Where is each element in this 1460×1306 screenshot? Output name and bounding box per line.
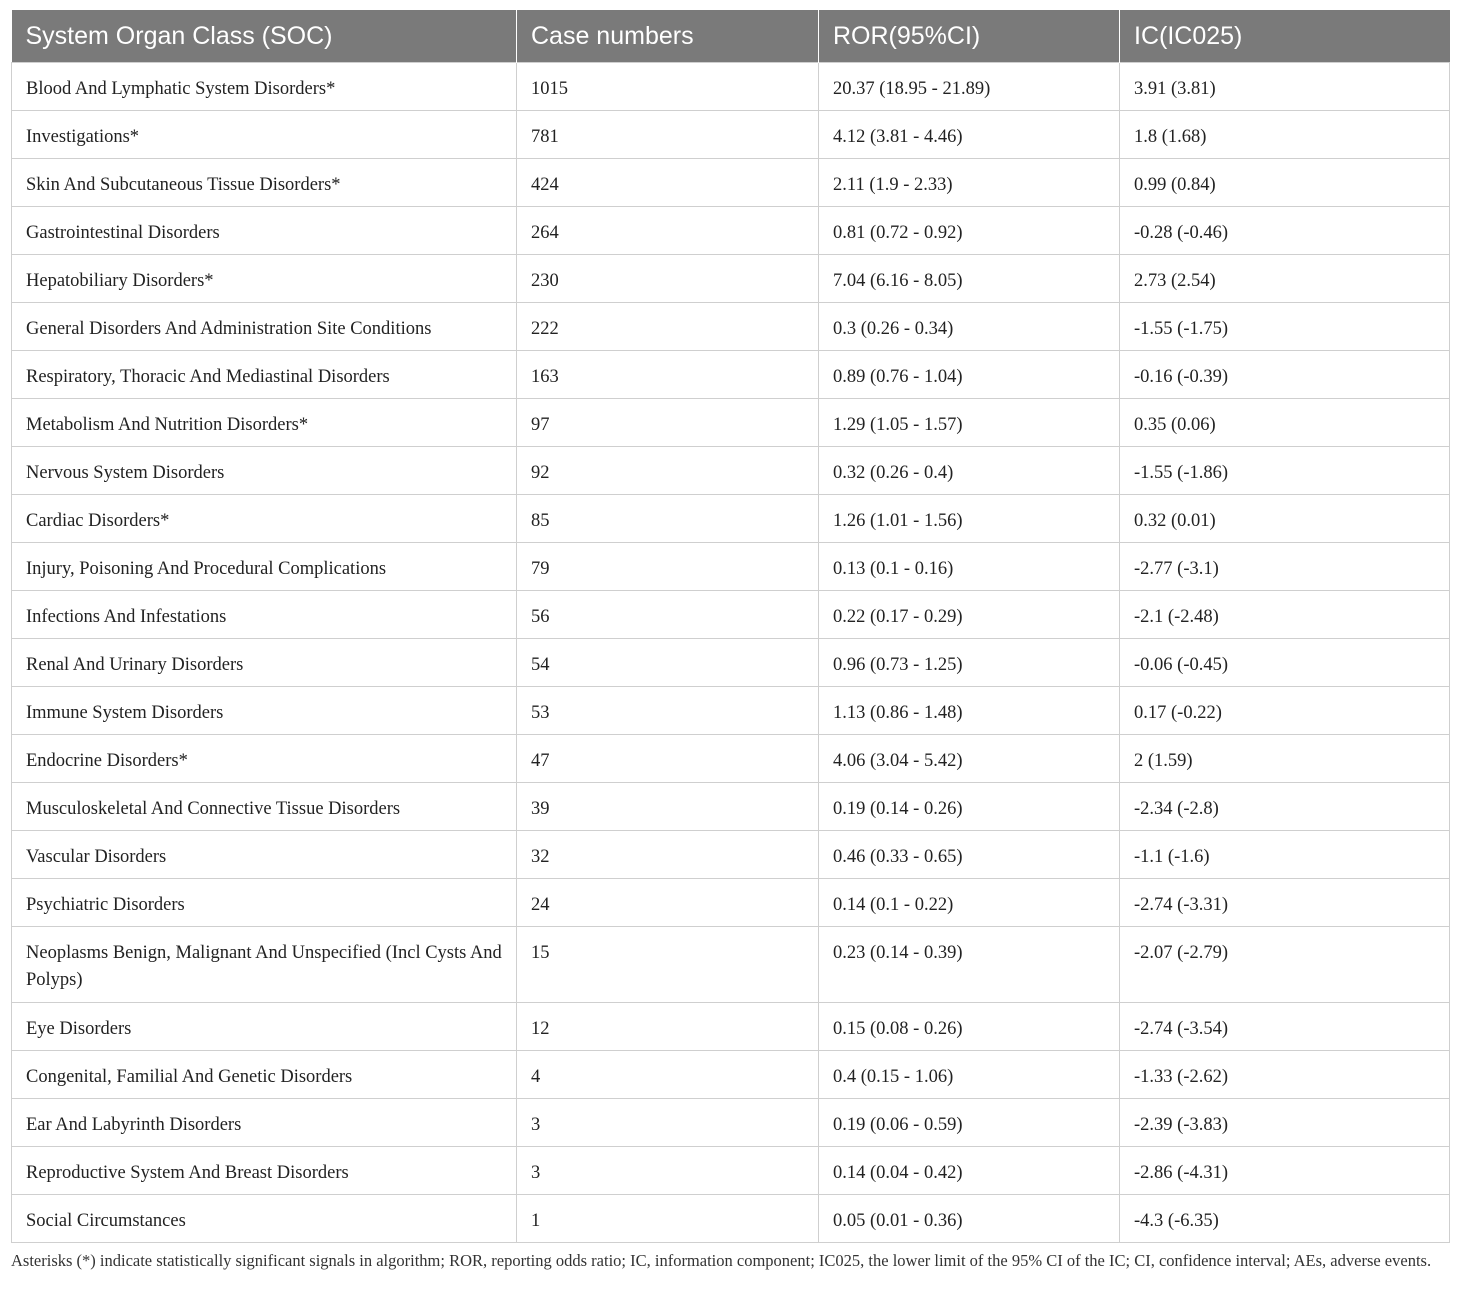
cell-cases: 24	[517, 879, 819, 927]
cell-ror: 0.23 (0.14 - 0.39)	[819, 927, 1120, 1003]
table-row	[12, 255, 1450, 303]
cell-soc: Reproductive System And Breast Disorders	[12, 1147, 517, 1195]
cell-cases: 47	[517, 735, 819, 783]
table-footnote: Asterisks (*) indicate statistically significant signals in algorithm; ROR, reporting odds ratio; IC, information component; IC025, the lower limit of the 95% CI of the IC; CI, confidence interval; AEs, adverse events.	[11, 1251, 1432, 1270]
cell-cases: 53	[517, 687, 819, 735]
cell-ic: -0.06 (-0.45)	[1120, 639, 1450, 687]
table-row	[12, 351, 1450, 399]
cell-ror: 0.81 (0.72 - 0.92)	[819, 207, 1120, 255]
cell-soc: Respiratory, Thoracic And Mediastinal Disorders	[12, 351, 517, 399]
cell-ic: -4.3 (-6.35)	[1120, 1195, 1450, 1243]
cell-ror: 1.26 (1.01 - 1.56)	[819, 495, 1120, 543]
table-row	[12, 543, 1450, 591]
cell-ror: 0.14 (0.04 - 0.42)	[819, 1147, 1120, 1195]
cell-ror: 0.13 (0.1 - 0.16)	[819, 543, 1120, 591]
table-row	[12, 447, 1450, 495]
cell-cases: 1015	[517, 63, 819, 111]
soc-table-container	[11, 10, 1449, 1243]
cell-soc: Social Circumstances	[12, 1195, 517, 1243]
header-case-numbers: Case numbers	[517, 10, 819, 63]
cell-ror: 7.04 (6.16 - 8.05)	[819, 255, 1120, 303]
table-row	[12, 207, 1450, 255]
cell-soc: Cardiac Disorders*	[12, 495, 517, 543]
table-row	[12, 303, 1450, 351]
cell-soc: Infections And Infestations	[12, 591, 517, 639]
header-ic: IC(IC025)	[1120, 10, 1450, 63]
cell-cases: 3	[517, 1099, 819, 1147]
cell-cases: 264	[517, 207, 819, 255]
table-row	[12, 591, 1450, 639]
cell-ror: 0.14 (0.1 - 0.22)	[819, 879, 1120, 927]
table-row	[12, 63, 1450, 111]
cell-ic: -1.55 (-1.86)	[1120, 447, 1450, 495]
cell-ror: 0.15 (0.08 - 0.26)	[819, 1003, 1120, 1051]
cell-cases: 424	[517, 159, 819, 207]
cell-soc: Psychiatric Disorders	[12, 879, 517, 927]
table-row	[12, 927, 1450, 1003]
cell-ic: 0.32 (0.01)	[1120, 495, 1450, 543]
cell-soc: Gastrointestinal Disorders	[12, 207, 517, 255]
cell-cases: 222	[517, 303, 819, 351]
cell-soc: Endocrine Disorders*	[12, 735, 517, 783]
cell-ror: 0.05 (0.01 - 0.36)	[819, 1195, 1120, 1243]
header-ror: ROR(95%CI)	[819, 10, 1120, 63]
cell-ror: 1.13 (0.86 - 1.48)	[819, 687, 1120, 735]
cell-cases: 4	[517, 1051, 819, 1099]
cell-ic: -0.16 (-0.39)	[1120, 351, 1450, 399]
cell-ic: -2.74 (-3.31)	[1120, 879, 1450, 927]
cell-soc: Injury, Poisoning And Procedural Complications	[12, 543, 517, 591]
cell-cases: 781	[517, 111, 819, 159]
cell-soc: Vascular Disorders	[12, 831, 517, 879]
cell-soc: Eye Disorders	[12, 1003, 517, 1051]
table-header	[12, 10, 1450, 63]
cell-ror: 0.89 (0.76 - 1.04)	[819, 351, 1120, 399]
cell-cases: 15	[517, 927, 819, 1003]
cell-ror: 4.12 (3.81 - 4.46)	[819, 111, 1120, 159]
cell-ror: 0.96 (0.73 - 1.25)	[819, 639, 1120, 687]
header-row	[12, 10, 1450, 63]
table-row	[12, 831, 1450, 879]
cell-ic: -2.39 (-3.83)	[1120, 1099, 1450, 1147]
cell-soc: Metabolism And Nutrition Disorders*	[12, 399, 517, 447]
cell-cases: 12	[517, 1003, 819, 1051]
table-row	[12, 111, 1450, 159]
cell-cases: 85	[517, 495, 819, 543]
cell-ror: 2.11 (1.9 - 2.33)	[819, 159, 1120, 207]
cell-ror: 0.22 (0.17 - 0.29)	[819, 591, 1120, 639]
cell-cases: 32	[517, 831, 819, 879]
cell-soc: Skin And Subcutaneous Tissue Disorders*	[12, 159, 517, 207]
cell-cases: 230	[517, 255, 819, 303]
cell-ror: 0.32 (0.26 - 0.4)	[819, 447, 1120, 495]
cell-cases: 79	[517, 543, 819, 591]
cell-cases: 54	[517, 639, 819, 687]
cell-cases: 56	[517, 591, 819, 639]
table-row	[12, 1051, 1450, 1099]
cell-cases: 1	[517, 1195, 819, 1243]
cell-soc: Congenital, Familial And Genetic Disorders	[12, 1051, 517, 1099]
cell-cases: 3	[517, 1147, 819, 1195]
cell-ror: 0.19 (0.14 - 0.26)	[819, 783, 1120, 831]
table-body	[12, 63, 1450, 1243]
cell-ic: 0.99 (0.84)	[1120, 159, 1450, 207]
cell-ic: -2.86 (-4.31)	[1120, 1147, 1450, 1195]
cell-ic: 2 (1.59)	[1120, 735, 1450, 783]
cell-ic: -1.1 (-1.6)	[1120, 831, 1450, 879]
cell-ic: 0.17 (-0.22)	[1120, 687, 1450, 735]
table-row	[12, 735, 1450, 783]
cell-ic: 0.35 (0.06)	[1120, 399, 1450, 447]
cell-ic: -0.28 (-0.46)	[1120, 207, 1450, 255]
cell-ror: 20.37 (18.95 - 21.89)	[819, 63, 1120, 111]
table-row	[12, 1195, 1450, 1243]
cell-cases: 92	[517, 447, 819, 495]
cell-soc: Nervous System Disorders	[12, 447, 517, 495]
cell-ic: 1.8 (1.68)	[1120, 111, 1450, 159]
cell-ic: -1.33 (-2.62)	[1120, 1051, 1450, 1099]
table-row	[12, 495, 1450, 543]
cell-soc: Investigations*	[12, 111, 517, 159]
cell-ic: -2.07 (-2.79)	[1120, 927, 1450, 1003]
cell-soc: Ear And Labyrinth Disorders	[12, 1099, 517, 1147]
cell-ror: 1.29 (1.05 - 1.57)	[819, 399, 1120, 447]
cell-ic: -1.55 (-1.75)	[1120, 303, 1450, 351]
table-row	[12, 879, 1450, 927]
cell-soc: Hepatobiliary Disorders*	[12, 255, 517, 303]
cell-soc: Musculoskeletal And Connective Tissue Disorders	[12, 783, 517, 831]
cell-soc: Blood And Lymphatic System Disorders*	[12, 63, 517, 111]
table-row	[12, 1099, 1450, 1147]
cell-soc: Renal And Urinary Disorders	[12, 639, 517, 687]
cell-ic: -2.1 (-2.48)	[1120, 591, 1450, 639]
header-soc: System Organ Class (SOC)	[12, 10, 517, 63]
cell-ror: 0.4 (0.15 - 1.06)	[819, 1051, 1120, 1099]
cell-cases: 97	[517, 399, 819, 447]
table-row	[12, 399, 1450, 447]
cell-cases: 163	[517, 351, 819, 399]
cell-ror: 0.46 (0.33 - 0.65)	[819, 831, 1120, 879]
cell-ic: -2.34 (-2.8)	[1120, 783, 1450, 831]
cell-ror: 4.06 (3.04 - 5.42)	[819, 735, 1120, 783]
cell-ic: -2.77 (-3.1)	[1120, 543, 1450, 591]
cell-cases: 39	[517, 783, 819, 831]
table-row	[12, 159, 1450, 207]
table-row	[12, 1003, 1450, 1051]
cell-ic: -2.74 (-3.54)	[1120, 1003, 1450, 1051]
cell-soc: Neoplasms Benign, Malignant And Unspecified (Incl Cysts And Polyps)	[12, 927, 517, 1003]
table-row	[12, 687, 1450, 735]
table-row	[12, 783, 1450, 831]
cell-ic: 2.73 (2.54)	[1120, 255, 1450, 303]
cell-soc: Immune System Disorders	[12, 687, 517, 735]
cell-soc: General Disorders And Administration Site Conditions	[12, 303, 517, 351]
table-row	[12, 1147, 1450, 1195]
table-row	[12, 639, 1450, 687]
cell-ror: 0.3 (0.26 - 0.34)	[819, 303, 1120, 351]
cell-ror: 0.19 (0.06 - 0.59)	[819, 1099, 1120, 1147]
soc-table	[11, 10, 1450, 1243]
cell-ic: 3.91 (3.81)	[1120, 63, 1450, 111]
